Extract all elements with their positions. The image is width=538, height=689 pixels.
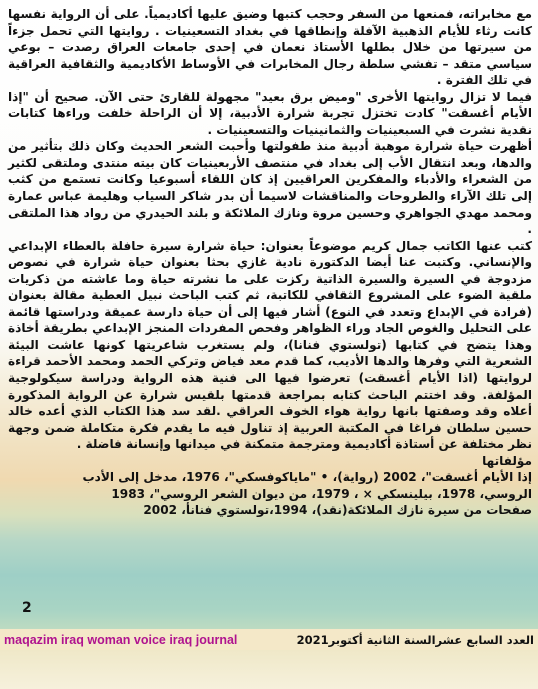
article-page <box>8 6 532 628</box>
paragraph: فيما لا تزال روايتها الأخرى "وميض برق بعيد" مجهولة للقارئ حتى الآن. صحيح أن "إذا الأيام أغسقت" كادت تختزل تجربة شرارة الأدبية، إلا أن الراحلة خلفت وراءها كتابات نقدية نشرت في السبعينيات والثمانينيات والتسعينيات . <box>8 89 532 137</box>
paragraph: كتب عنها الكاتب جمال كريم موضوعاً بعنوان: حياة شرارة سيرة حافلة بالعطاء الإبداعي والإنساني. وكتبت عنا أيضا الدكتورة نادية غازي بحثا بعنوان حياة شرارة في نصوص مزدوجة في السيرة والسيرة الذاتية ركزت على ما نشرته حياة وما عاشته من ذكريات ملقية الضوء على المشروع الثقافي للكاتبة، ثم كتب الباحث نبيل العطية مقالة بعنوان (فرادة في الإبداع وتعدد في النوع) أشار فيها إلى أن حياة دارسة عميقة ودراستها قائمة على التحليل والغوص الجاد وراء الظواهر وفحص المفردات المنجز الإبداعي بطريقة أخاذة وهذا يتضح في كتابها (تولستوي فنانا)، ولم يستغرب شاعريتها كونها عاشت البيئة الشعرية التي وفرها والدها الأديب، كما قدم معد فياض وتركي الحمد ومحمد الأحمد قراءة لروايتها (اذا الأيام أغسقت) تعرضوا فيها الى فنية هذه الرواية ودراسة سيكولوجية المؤلفة. وقد اختتم الباحث كتابه بمراجعة قدمتها بلقيس شرارة عن الرواية المذكورة أعلاه وقد وصفتها بانها رواية هواء الخوف العراقي .لقد سد هذا الكتاب الذي أعده خالد حسين سلطان فراغا في المكتبة العربية إذ تناول فيه ما يقدم فكرة متكاملة ضمن وجهة نظر مختلفة عن أستاذة أكاديمية ومترجمة متمكنة في ميدانها وإنسانة فاضلة . <box>8 238 532 452</box>
works-heading: مؤلفاتها <box>482 453 532 468</box>
works-line: صفحات من سيرة نازك الملائكة(نقد)، 1994،تولستوي فنانأ، 2002 <box>143 503 532 518</box>
paragraph: مع مخابراته، فمنعها من السفر وحجب كتبها وضيق عليها أكاديمياً. على أن الرواية نفسها كانت رثاء للأيام الذهبية الآفلة وإنطاقها في بغداد التسعينيات . روايتها التي تحمل جزءاً من سيرتها من خلال بطلها الأستاذ نعمان في إحدى جامعات العراق رصدت – بوعي سياسي متقد – تفشي سلطة رجال المخابرات في الأوساط الأكاديمية والثقافية العراقية في تلك الفترة . <box>8 7 532 88</box>
paragraph: أظهرت حياة شرارة موهبة أدبية منذ طفولتها وأحبت الشعر الحديث وكان ذلك بتأثير من والدها، وبعد انتقال الأب إلى بغداد في منتصف الأربعينيات كان بيته منتدى وملتقى لكثير من الشعراء والأدباء والمفكرين العراقيين إذ كان اللقاء أسبوعيا وكانت تستمع من كثب إلى تلك الآراء والطروحات والمناقشات لاسيما أن بدر شاكر السياب وهليمة عباس عمارة ومحمد مهدي الجواهري وحسين مروة ونازك الملائكة و بلند الحيدري من رواد هذا الملتقى . <box>8 139 532 237</box>
works-line: إذا الأيام أغسقت"، 2002 (رواية)، • "ماياكوفسكي"، 1976، مدخل إلى الأدب <box>82 470 532 485</box>
bottom-strip <box>0 650 538 689</box>
article-body <box>8 6 532 453</box>
works-line: الروسي، 1978، بيلينسكي × ، 1979، من ديوان الشعر الروسي"، 1983 <box>111 486 532 501</box>
works-list <box>8 469 532 519</box>
journal-name: maqazim iraq woman voice iraq journal <box>4 632 238 647</box>
issue-info: العدد السابع عشرالسنة الثانية أكتوبر2021 <box>296 632 534 647</box>
footer-bar <box>0 629 538 650</box>
page-number: 2 <box>22 600 32 616</box>
